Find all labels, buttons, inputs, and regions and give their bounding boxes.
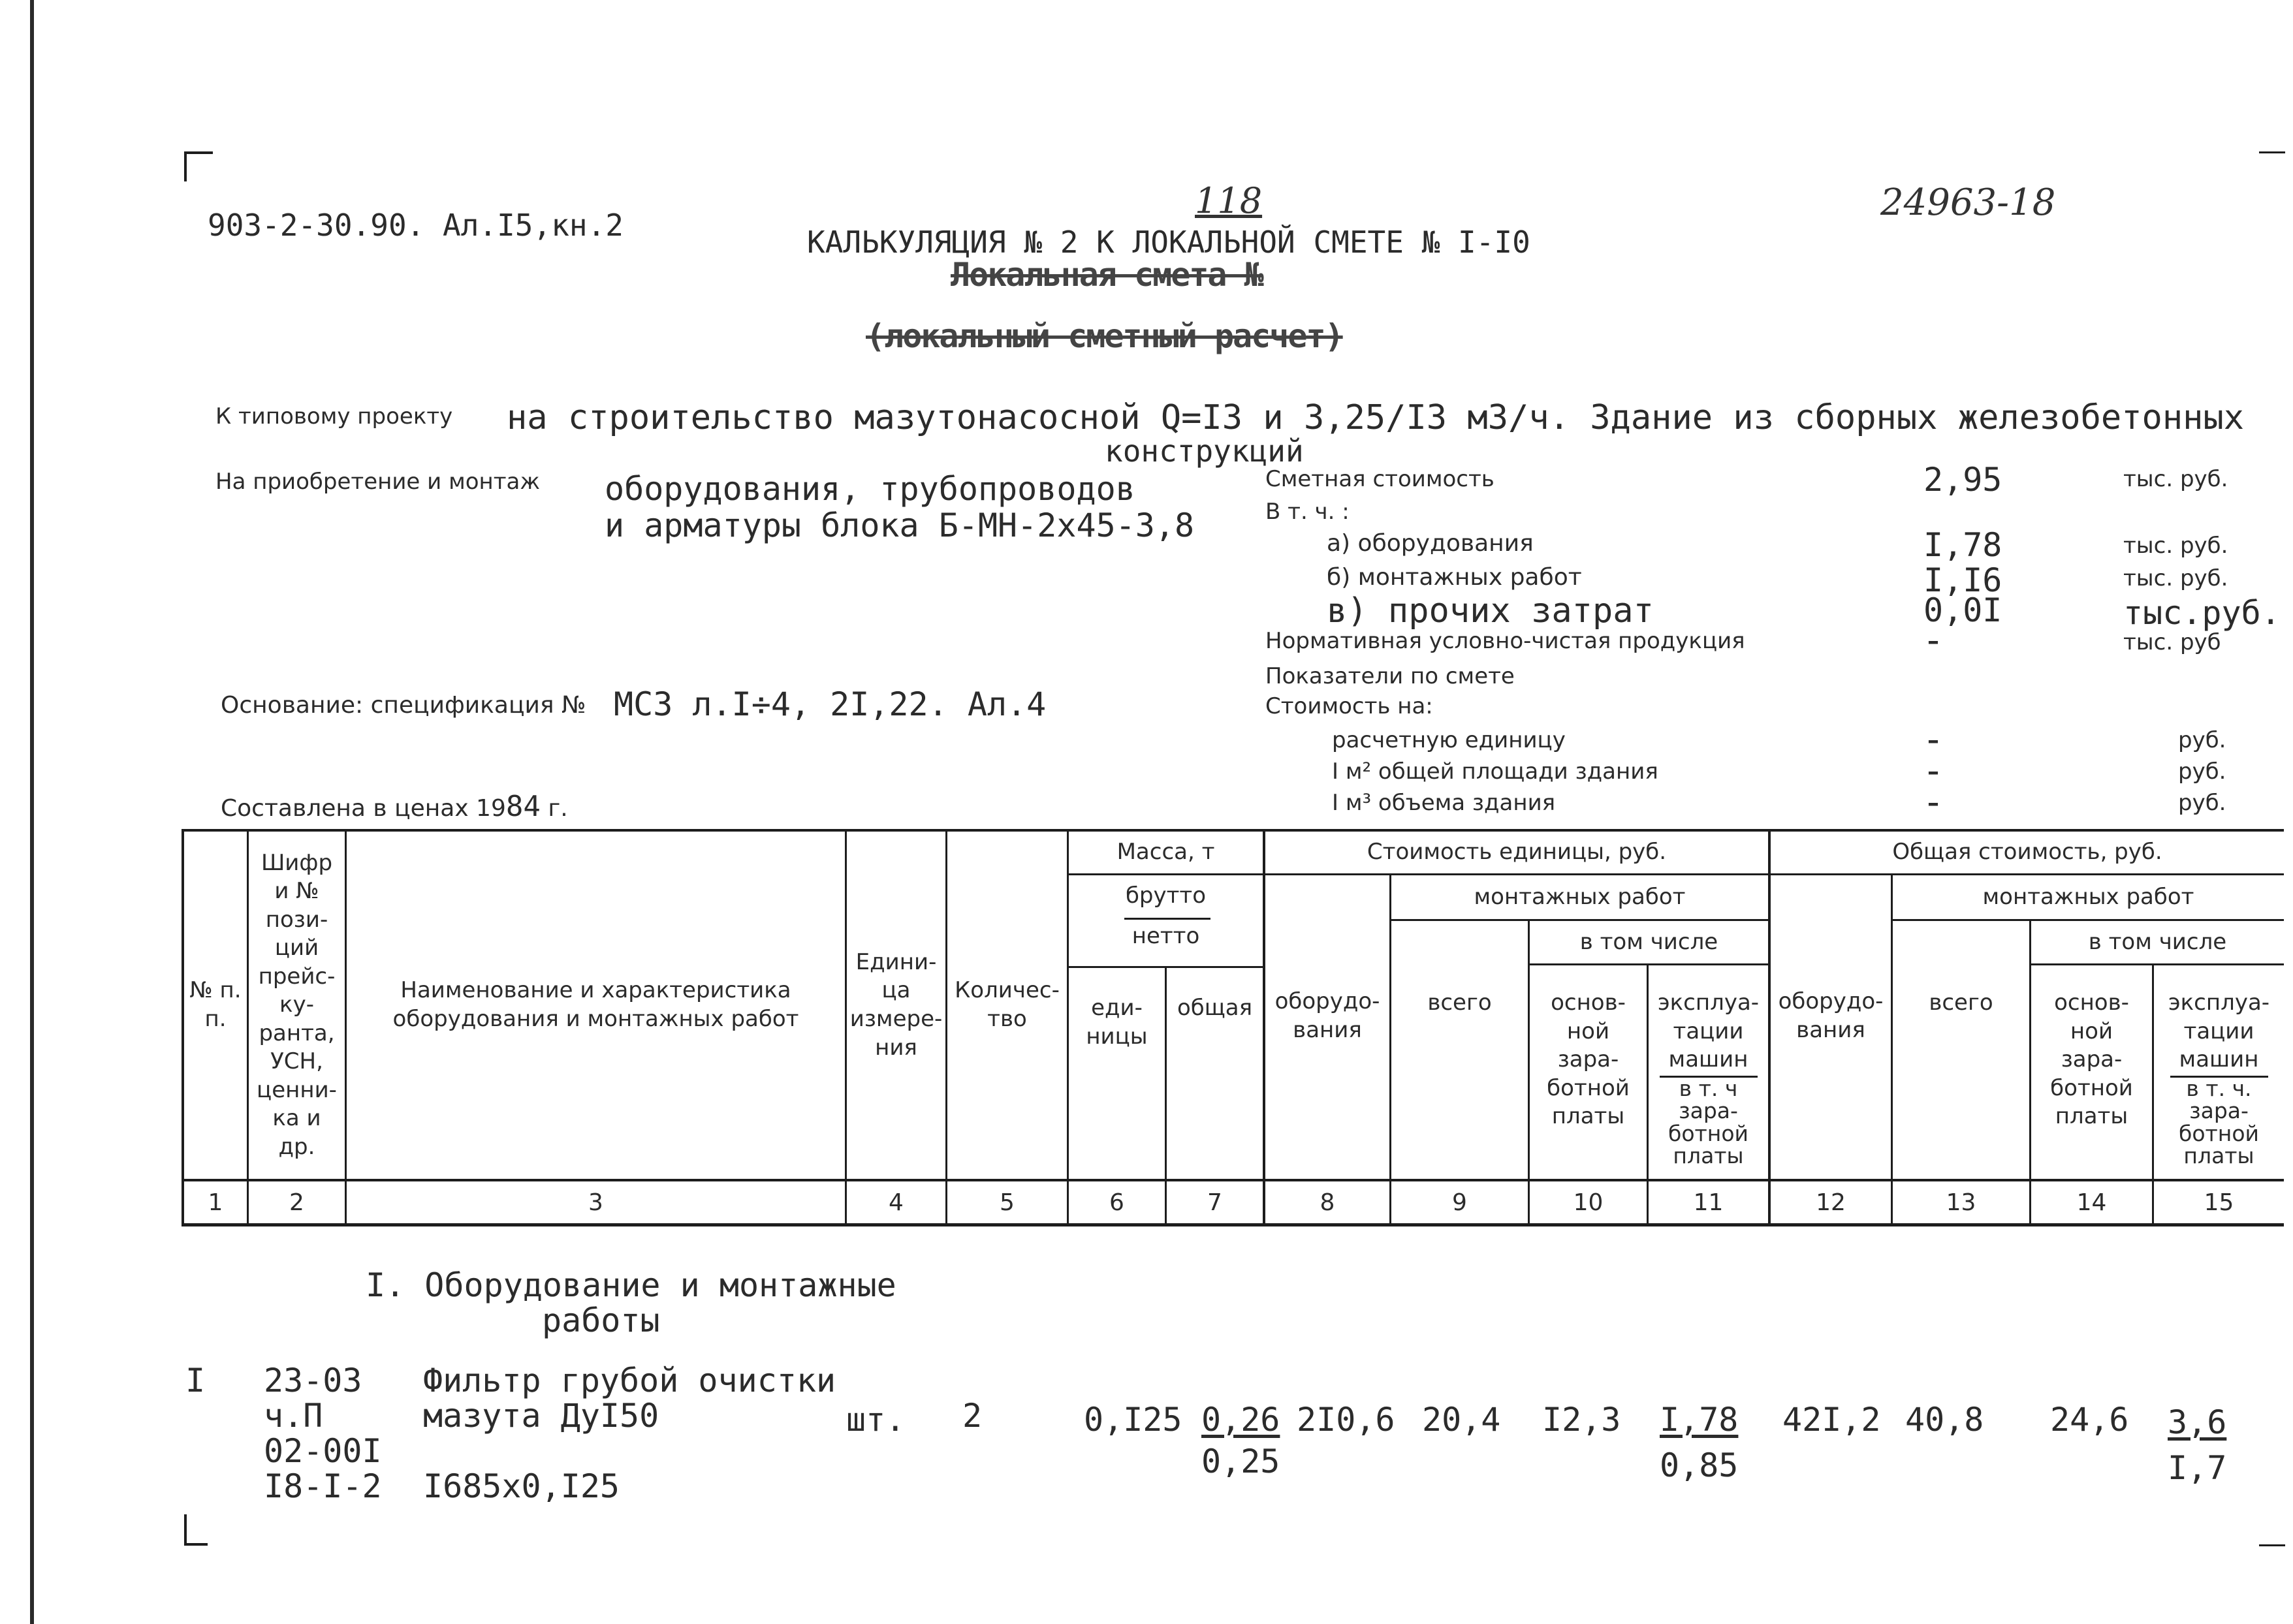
normative-label: Нормативная условно-чистая продукция: [1265, 628, 1745, 654]
prices-label: [221, 790, 568, 823]
basis-label: Основание: спецификация №: [221, 692, 586, 719]
row-number: I: [185, 1362, 206, 1399]
col-num-1: 1: [208, 1189, 223, 1216]
mounting-cost-value: I,I6: [1923, 561, 2002, 599]
hdr-machines-incl-1: в т. ч зара- ботной платы: [1668, 1075, 1748, 1169]
incl-label: В т. ч. :: [1265, 499, 1350, 525]
hdr-col-name: Наименование и характеристика оборудования и монтажных работ: [392, 977, 799, 1032]
other-cost-value: 0,0I: [1923, 591, 2002, 629]
corner-mark-top: [184, 151, 187, 181]
row-mount-unit-total: 20,4: [1422, 1401, 1501, 1439]
corner-mark-top-h: [184, 151, 213, 154]
struck-form-title: Локальная смета №: [951, 256, 1263, 294]
hdr-mass: Масса, т: [1116, 839, 1215, 866]
row-equip-unit-cost: 2I0,6: [1297, 1401, 1395, 1439]
hdr-brutto: брутто: [1125, 882, 1207, 909]
col-num-6: 6: [1109, 1189, 1124, 1216]
col-num-13: 13: [1946, 1189, 1976, 1216]
hdr-equipment-1: оборудо- вания: [1274, 988, 1380, 1043]
hdr-incl-2: в том числе: [2088, 928, 2227, 955]
row-code-line4: I8-I-2: [264, 1467, 382, 1505]
calculation-title: КАЛЬКУЛЯЦИЯ № 2 К ЛОКАЛЬНОЙ СМЕТЕ № I-I0: [807, 225, 1530, 260]
row-mass-total-brutto: 0,26: [1201, 1401, 1280, 1439]
per-area-label: I м² общей площади здания: [1332, 758, 1658, 785]
other-cost-label: в) прочих затрат: [1327, 591, 1654, 631]
per-unit-value: –: [1927, 727, 1939, 754]
prices-label-text: Составлена в ценах 19: [221, 795, 506, 822]
purpose-value-line1: оборудования, трубопроводов: [605, 470, 1135, 508]
hdr-total-2: всего: [1929, 990, 1993, 1016]
estimated-cost-label: Сметная стоимость: [1265, 466, 1494, 492]
hdr-col-unit: Едини- ца измере- ния: [849, 948, 943, 1061]
row-mount-total: 40,8: [1905, 1401, 1984, 1439]
row-machines-unit: I,78: [1660, 1401, 1739, 1439]
corner-mark-bottom: [184, 1514, 187, 1544]
equipment-cost-unit: тыс. руб.: [2123, 533, 2228, 559]
col-num-15: 15: [2204, 1189, 2234, 1216]
hdr-mounting-1: монтажных работ: [1474, 883, 1686, 910]
per-unit-label: расчетную единицу: [1332, 727, 1566, 753]
col-num-9: 9: [1452, 1189, 1467, 1216]
hdr-machines-incl-2: в т. ч. зара- ботной платы: [2179, 1075, 2259, 1169]
equipment-cost-value: I,78: [1923, 526, 2002, 564]
row-code-line1: 23-03: [264, 1362, 362, 1399]
col-num-10: 10: [1573, 1189, 1604, 1216]
estimated-cost-unit: тыс. руб.: [2123, 466, 2228, 492]
mounting-cost-unit: тыс. руб.: [2123, 565, 2228, 591]
hdr-mass-unit: еди- ницы: [1086, 995, 1148, 1050]
per-volume-value: –: [1927, 790, 1939, 817]
project-value-line1: на строительство мазутонасосной Q=I3 и 3,25/I3 м3/ч. Здание из сборных железобетонных: [507, 398, 2245, 437]
row-unit: шт.: [846, 1401, 906, 1439]
row-machines-total: 3,6: [2168, 1403, 2227, 1441]
prices-suffix: г.: [548, 795, 568, 822]
row-qty: 2: [962, 1397, 983, 1435]
corner-mark-bottom-h: [184, 1543, 208, 1546]
normative-value: –: [1927, 628, 1939, 655]
prices-year: 84: [505, 790, 541, 823]
hdr-basic-wage-1: основ- ной зара- ботной платы: [1547, 990, 1630, 1130]
hdr-total-1: всего: [1427, 990, 1492, 1016]
indicators-label: Показатели по смете: [1265, 663, 1515, 689]
col-num-8: 8: [1320, 1189, 1335, 1216]
project-value-line2: конструкций: [1105, 433, 1304, 469]
hdr-netto: нетто: [1131, 923, 1200, 950]
purpose-value-line2: и арматуры блока Б-МН-2х45-3,8: [605, 507, 1195, 544]
section-title-line1: I. Оборудование и монтажные: [366, 1266, 896, 1304]
hdr-mounting-2: монтажных работ: [1982, 883, 2194, 910]
page-number: 118: [1195, 180, 1263, 221]
hdr-incl-1: в том числе: [1579, 928, 1718, 955]
row-machines-unit-wage: 0,85: [1660, 1446, 1739, 1484]
col-num-14: 14: [2076, 1189, 2107, 1216]
per-area-unit: руб.: [2178, 758, 2226, 785]
col-num-7: 7: [1207, 1189, 1222, 1216]
normative-unit: тыс. руб: [2123, 629, 2221, 655]
row-name-line3: I685х0,I25: [423, 1467, 620, 1505]
hdr-col-qty: Количес- тво: [955, 977, 1060, 1032]
inventory-number: 24963-18: [1880, 181, 2056, 224]
hdr-line-mass: [1067, 873, 1263, 875]
struck-form-subtitle: (локальный сметный расчет): [866, 317, 1343, 355]
estimated-cost-value: 2,95: [1923, 461, 2002, 499]
row-basic-wage-total: 24,6: [2050, 1401, 2129, 1439]
cost-per-label: Стоимость на:: [1265, 693, 1433, 719]
other-cost-unit: тыс.руб.: [2123, 594, 2281, 632]
per-volume-unit: руб.: [2178, 790, 2226, 816]
hdr-machines-2: эксплуа- тации машин: [2170, 989, 2268, 1078]
table-bottom-border: [182, 1223, 2284, 1226]
row-mass-unit: 0,I25: [1084, 1401, 1182, 1439]
row-code-line2: ч.П: [264, 1397, 323, 1435]
per-unit-unit: руб.: [2178, 727, 2226, 753]
project-label: К типовому проекту: [215, 403, 453, 429]
row-basic-wage-unit: I2,3: [1542, 1401, 1621, 1439]
hdr-col-number: № п. п.: [189, 977, 242, 1032]
col-num-11: 11: [1693, 1189, 1724, 1216]
hdr-machines-1: эксплуа- тации машин: [1660, 989, 1758, 1078]
brutto-netto-divider: [1124, 918, 1210, 920]
hdr-unit-cost: Стоимость единицы, руб.: [1367, 839, 1667, 866]
per-area-value: –: [1927, 758, 1939, 785]
hdr-mass-total: общая: [1177, 995, 1253, 1021]
row-name-line2: мазута ДуI50: [423, 1397, 659, 1435]
col-num-4: 4: [889, 1189, 904, 1216]
section-title-line2: работы: [542, 1302, 660, 1339]
hdr-machines-1-cell: [1649, 965, 1768, 1179]
purpose-label: На приобретение и монтаж: [215, 469, 541, 495]
hdr-basic-wage-2: основ- ной зара- ботной платы: [2050, 990, 2133, 1130]
page-left-edge: [30, 0, 34, 1624]
col-num-5: 5: [1000, 1189, 1015, 1216]
row-code-line3: 02-00I: [264, 1432, 382, 1470]
hdr-machines-2-cell: [2154, 965, 2284, 1179]
per-volume-label: I м³ объема здания: [1332, 790, 1556, 816]
row-equip-total: 42I,2: [1782, 1401, 1881, 1439]
equipment-cost-label: а) оборудования: [1327, 530, 1534, 557]
document-code: 903-2-30.90. Ал.I5,кн.2: [208, 208, 624, 243]
hdr-equipment-2: оборудо- вания: [1778, 988, 1884, 1043]
row-mass-total-netto: 0,25: [1201, 1443, 1280, 1480]
col-num-12: 12: [1816, 1189, 1846, 1216]
hdr-col-code: Шифр и № пози- ций прейс- ку- ранта, УСН, ценни- ка и др.: [257, 849, 337, 1160]
mounting-cost-label: б) монтажных работ: [1327, 564, 1582, 591]
hdr-total-cost: Общая стоимость, руб.: [1892, 839, 2162, 866]
basis-value: МСЗ л.I÷4, 2I,22. Ал.4: [614, 685, 1047, 723]
col-num-2: 2: [289, 1189, 304, 1216]
right-edge-mark-1: [2259, 151, 2285, 153]
right-edge-mark-2: [2259, 1544, 2285, 1546]
row-machines-total-wage: I,7: [2168, 1449, 2227, 1487]
row-name-line1: Фильтр грубой очистки: [423, 1362, 836, 1399]
col-num-3: 3: [588, 1189, 603, 1216]
